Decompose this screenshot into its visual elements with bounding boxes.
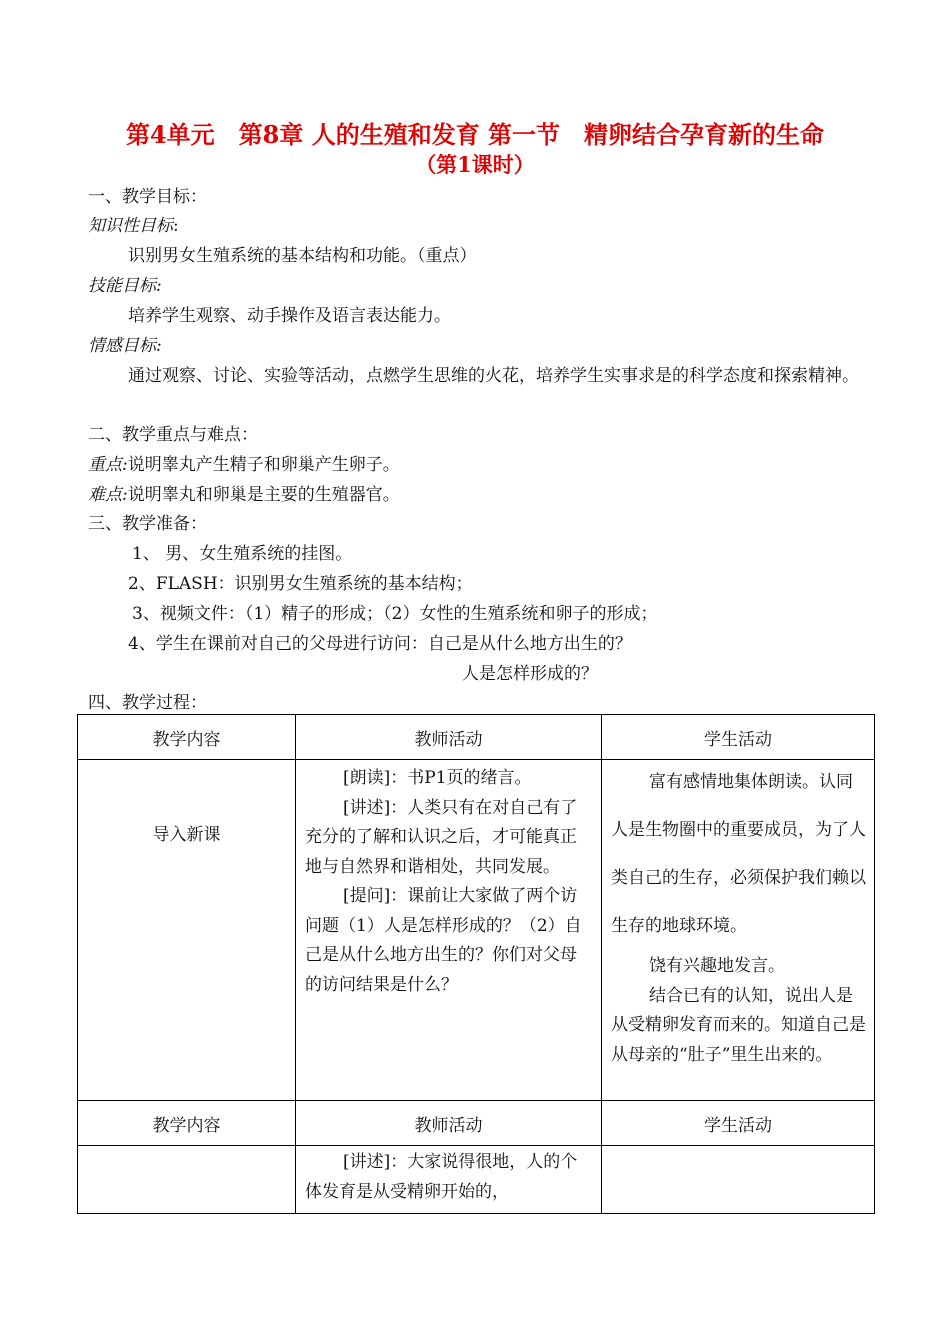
header-student: 学生活动 xyxy=(602,715,875,760)
row1-content: 导入新课 xyxy=(152,825,221,845)
header-content-repeat: 教学内容 xyxy=(78,1101,296,1146)
student-read: 富有感情地集体朗读。认同人是生物圈中的重要成员，为了人类自己的生存，必须保护我们赖以生存的地球环境。 xyxy=(611,772,866,936)
emotion-goal-label: 情感目标: xyxy=(88,336,162,356)
teacher-read: [朗读]：书P1页的绪言。 xyxy=(343,768,532,788)
difficult-point-text: 说明睾丸和卵巢是主要的生殖器官。 xyxy=(127,485,400,505)
header-content: 教学内容 xyxy=(78,715,296,760)
prep-item-3: 3、视频文件：（1）精子的形成；（2）女性的生殖系统和卵子的形成； xyxy=(132,604,658,624)
row1-student-text xyxy=(602,760,874,1076)
teacher-explain-2: [讲述]：大家说得很地，人的个体发育是从受精卵开始的， xyxy=(305,1152,578,1202)
table-header-row xyxy=(78,715,875,760)
document-subtitle: （第1课时） xyxy=(415,152,535,177)
row1-teacher-text xyxy=(296,760,601,1006)
row1-teacher-cell xyxy=(296,760,602,1101)
section-heading-key-points: 二、教学重点与难点： xyxy=(88,425,258,445)
teacher-explain: [讲述]：人类只有在对自己有了充分的了解和认识之后，才可能真正地与自然界和谐相处，共同发展。 xyxy=(305,797,578,877)
key-point xyxy=(88,451,400,479)
key-point-text: 说明睾丸产生精子和卵巢产生卵子。 xyxy=(127,455,400,475)
table-row xyxy=(78,1146,875,1214)
prep-item-4-continued: 人是怎样形成的？ xyxy=(462,664,598,684)
prep-item-1: 1、 男、女生殖系统的挂图。 xyxy=(132,544,353,564)
knowledge-goal-text: 识别男女生殖系统的基本结构和功能。（重点） xyxy=(128,246,477,266)
section-heading-preparation: 三、教学准备： xyxy=(88,514,207,534)
emotion-goal-text: 通过观察、讨论、实验等活动，点燃学生思维的火花，培养学生实事求是的科学态度和探索精神。 xyxy=(128,366,859,386)
knowledge-goal-colon: : xyxy=(173,216,179,236)
table-header-row-repeat xyxy=(78,1101,875,1146)
section-heading-objectives: 一、教学目标： xyxy=(88,187,207,207)
row2-teacher-cell xyxy=(296,1146,602,1214)
knowledge-goal-label-text: 知识性目标 xyxy=(88,216,173,236)
skill-goal-label: 技能目标: xyxy=(88,276,162,296)
section-heading-process: 四、教学过程： xyxy=(88,693,207,713)
row2-teacher-text xyxy=(296,1146,601,1213)
row2-content-cell xyxy=(78,1146,296,1214)
student-conclude: 结合已有的认知，说出人是从受精卵发育而来的。知道自己是从母亲的“肚子”里生出来的。 xyxy=(611,985,866,1065)
row1-content-cell xyxy=(78,760,296,1101)
knowledge-goal-label xyxy=(88,212,179,240)
table-row xyxy=(78,760,875,1101)
document-title: 第4单元 第8章 人的生殖和发育 第一节 精卵结合孕育新的生命 xyxy=(125,120,825,149)
prep-item-2: 2、FLASH：识别男女生殖系统的基本结构； xyxy=(128,574,473,594)
difficult-point-label: 难点: xyxy=(88,485,128,505)
prep-item-4: 4、学生在课前对自己的父母进行访问：自己是从什么地方出生的？ xyxy=(128,634,632,654)
teacher-question: [提问]：课前让大家做了两个访问题（1）人是怎样形成的？（2）自己是从什么地方出生的？你们对父母的访问结果是什么？ xyxy=(305,886,582,995)
skill-goal-text: 培养学生观察、动手操作及语言表达能力。 xyxy=(128,306,451,326)
student-speak: 饶有兴趣地发言。 xyxy=(649,956,785,976)
row2-student-cell xyxy=(602,1146,875,1214)
teaching-process-table xyxy=(77,714,875,1214)
header-teacher: 教师活动 xyxy=(296,715,602,760)
row1-student-cell xyxy=(602,760,875,1101)
difficult-point xyxy=(88,481,400,509)
header-student-repeat: 学生活动 xyxy=(602,1101,875,1146)
key-point-label: 重点: xyxy=(88,455,128,475)
header-teacher-repeat: 教师活动 xyxy=(296,1101,602,1146)
